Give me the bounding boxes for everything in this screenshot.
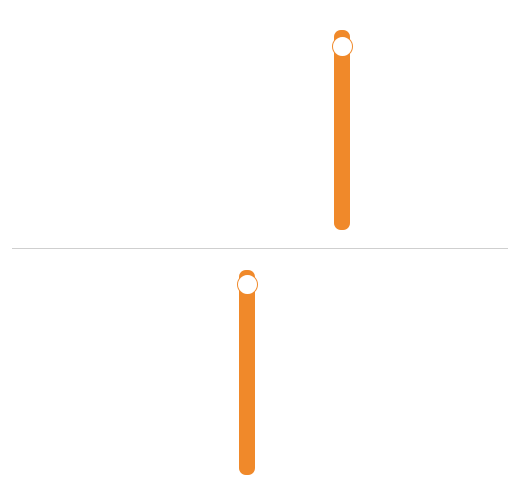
chapter4-number bbox=[237, 274, 258, 295]
chapter3-number bbox=[332, 36, 353, 57]
chapter4-banner bbox=[239, 270, 255, 475]
chapter3-banner bbox=[334, 30, 350, 230]
section-divider bbox=[12, 248, 508, 249]
